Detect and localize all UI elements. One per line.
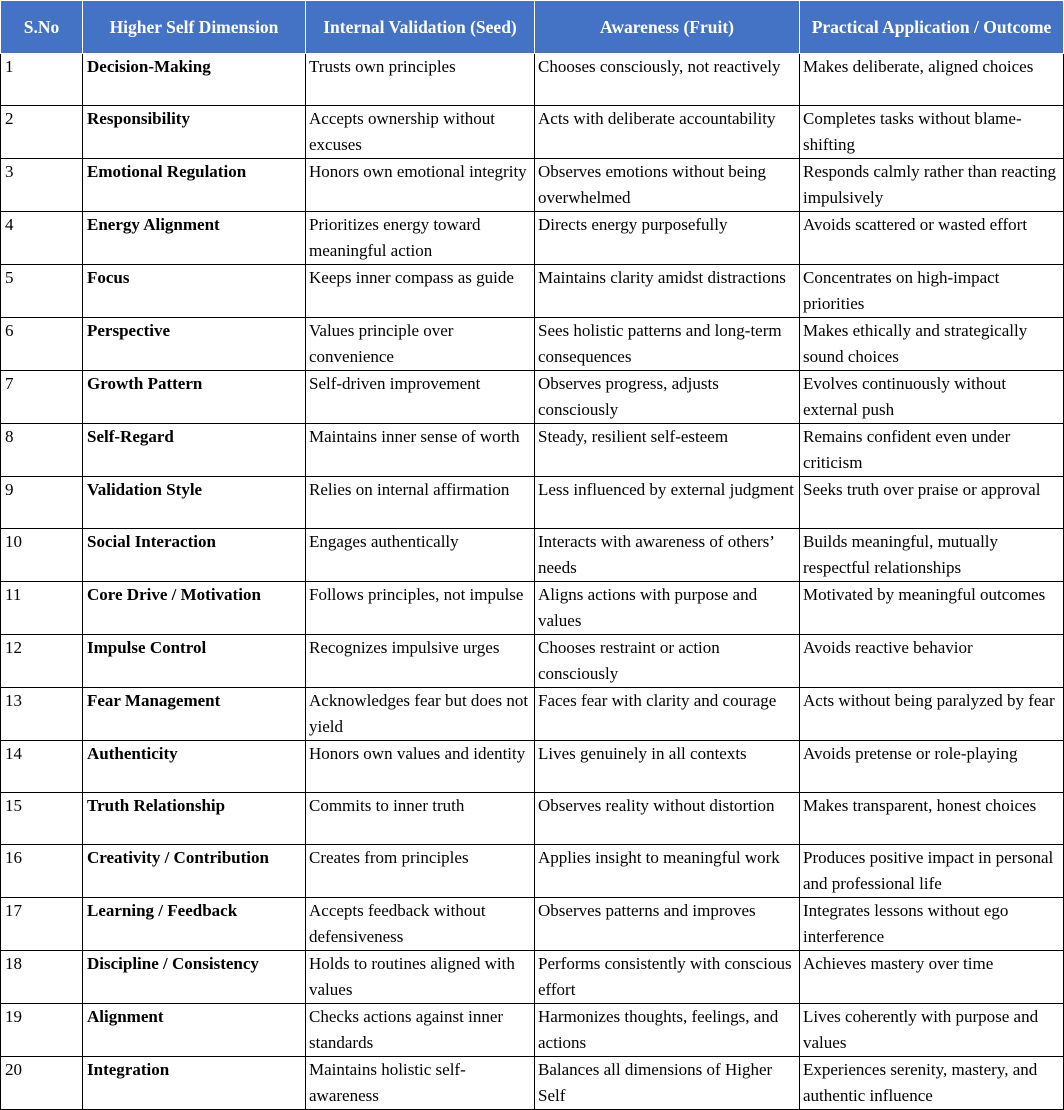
header-row xyxy=(1,1,1064,54)
table-row xyxy=(1,212,1064,265)
cell-fruit: Observes emotions without being overwhelmed xyxy=(535,159,800,212)
cell-sno: 18 xyxy=(1,951,83,1004)
cell-sno: 8 xyxy=(1,424,83,477)
cell-outcome: Avoids pretense or role-playing xyxy=(800,741,1064,793)
cell-outcome: Completes tasks without blame-shifting xyxy=(800,106,1064,159)
cell-fruit: Harmonizes thoughts, feelings, and actions xyxy=(535,1004,800,1057)
cell-sno: 17 xyxy=(1,898,83,951)
cell-fruit: Balances all dimensions of Higher Self xyxy=(535,1057,800,1110)
cell-fruit: Maintains clarity amidst distractions xyxy=(535,265,800,318)
cell-fruit: Faces fear with clarity and courage xyxy=(535,688,800,741)
header-seed: Internal Validation (Seed) xyxy=(306,1,535,54)
table-row xyxy=(1,265,1064,318)
cell-dimension: Growth Pattern xyxy=(83,371,306,424)
cell-dimension: Integration xyxy=(83,1057,306,1110)
header-sno: S.No xyxy=(1,1,83,54)
cell-seed: Holds to routines aligned with values xyxy=(306,951,535,1004)
cell-seed: Commits to inner truth xyxy=(306,793,535,845)
table-row xyxy=(1,371,1064,424)
cell-seed: Accepts ownership without excuses xyxy=(306,106,535,159)
table-row xyxy=(1,845,1064,898)
cell-fruit: Directs energy purposefully xyxy=(535,212,800,265)
cell-outcome: Evolves continuously without external push xyxy=(800,371,1064,424)
cell-dimension: Truth Relationship xyxy=(83,793,306,845)
cell-fruit: Sees holistic patterns and long-term consequences xyxy=(535,318,800,371)
cell-sno: 12 xyxy=(1,635,83,688)
cell-outcome: Makes ethically and strategically sound choices xyxy=(800,318,1064,371)
cell-fruit: Observes reality without distortion xyxy=(535,793,800,845)
table-row xyxy=(1,951,1064,1004)
cell-sno: 4 xyxy=(1,212,83,265)
cell-seed: Acknowledges fear but does not yield xyxy=(306,688,535,741)
table-row xyxy=(1,318,1064,371)
cell-sno: 9 xyxy=(1,477,83,529)
cell-dimension: Perspective xyxy=(83,318,306,371)
cell-sno: 11 xyxy=(1,582,83,635)
cell-seed: Honors own values and identity xyxy=(306,741,535,793)
cell-sno: 2 xyxy=(1,106,83,159)
table-row xyxy=(1,1004,1064,1057)
cell-seed: Keeps inner compass as guide xyxy=(306,265,535,318)
header-fruit: Awareness (Fruit) xyxy=(535,1,800,54)
table-row xyxy=(1,529,1064,582)
cell-dimension: Energy Alignment xyxy=(83,212,306,265)
table-row xyxy=(1,793,1064,845)
header-dimension: Higher Self Dimension xyxy=(83,1,306,54)
cell-outcome: Makes transparent, honest choices xyxy=(800,793,1064,845)
cell-sno: 14 xyxy=(1,741,83,793)
cell-sno: 7 xyxy=(1,371,83,424)
cell-sno: 1 xyxy=(1,54,83,106)
cell-seed: Maintains holistic self-awareness xyxy=(306,1057,535,1110)
cell-fruit: Steady, resilient self-esteem xyxy=(535,424,800,477)
table-row xyxy=(1,741,1064,793)
cell-outcome: Makes deliberate, aligned choices xyxy=(800,54,1064,106)
cell-outcome: Seeks truth over praise or approval xyxy=(800,477,1064,529)
cell-fruit: Observes patterns and improves xyxy=(535,898,800,951)
cell-sno: 20 xyxy=(1,1057,83,1110)
cell-outcome: Avoids reactive behavior xyxy=(800,635,1064,688)
cell-dimension: Learning / Feedback xyxy=(83,898,306,951)
cell-fruit: Lives genuinely in all contexts xyxy=(535,741,800,793)
table-row xyxy=(1,635,1064,688)
cell-seed: Prioritizes energy toward meaningful action xyxy=(306,212,535,265)
cell-dimension: Decision-Making xyxy=(83,54,306,106)
cell-outcome: Produces positive impact in personal and professional life xyxy=(800,845,1064,898)
cell-dimension: Authenticity xyxy=(83,741,306,793)
cell-outcome: Concentrates on high-impact priorities xyxy=(800,265,1064,318)
cell-dimension: Alignment xyxy=(83,1004,306,1057)
cell-dimension: Impulse Control xyxy=(83,635,306,688)
cell-sno: 19 xyxy=(1,1004,83,1057)
table-row xyxy=(1,582,1064,635)
cell-outcome: Lives coherently with purpose and values xyxy=(800,1004,1064,1057)
cell-outcome: Avoids scattered or wasted effort xyxy=(800,212,1064,265)
cell-outcome: Remains confident even under criticism xyxy=(800,424,1064,477)
cell-dimension: Focus xyxy=(83,265,306,318)
cell-outcome: Responds calmly rather than reacting impulsively xyxy=(800,159,1064,212)
table-row xyxy=(1,159,1064,212)
table-header xyxy=(1,1,1064,54)
cell-seed: Recognizes impulsive urges xyxy=(306,635,535,688)
cell-seed: Honors own emotional integrity xyxy=(306,159,535,212)
cell-fruit: Applies insight to meaningful work xyxy=(535,845,800,898)
cell-seed: Relies on internal affirmation xyxy=(306,477,535,529)
cell-seed: Checks actions against inner standards xyxy=(306,1004,535,1057)
cell-fruit: Chooses restraint or action consciously xyxy=(535,635,800,688)
header-outcome: Practical Application / Outcome xyxy=(800,1,1064,54)
cell-dimension: Social Interaction xyxy=(83,529,306,582)
cell-seed: Values principle over convenience xyxy=(306,318,535,371)
cell-sno: 15 xyxy=(1,793,83,845)
table-body xyxy=(1,54,1064,1110)
cell-seed: Engages authentically xyxy=(306,529,535,582)
cell-fruit: Interacts with awareness of others’ needs xyxy=(535,529,800,582)
table-row xyxy=(1,54,1064,106)
cell-seed: Creates from principles xyxy=(306,845,535,898)
cell-dimension: Self-Regard xyxy=(83,424,306,477)
cell-fruit: Observes progress, adjusts consciously xyxy=(535,371,800,424)
cell-outcome: Experiences serenity, mastery, and authentic influence xyxy=(800,1057,1064,1110)
cell-dimension: Discipline / Consistency xyxy=(83,951,306,1004)
cell-fruit: Aligns actions with purpose and values xyxy=(535,582,800,635)
cell-fruit: Less influenced by external judgment xyxy=(535,477,800,529)
cell-sno: 13 xyxy=(1,688,83,741)
cell-fruit: Performs consistently with conscious effort xyxy=(535,951,800,1004)
cell-sno: 6 xyxy=(1,318,83,371)
cell-fruit: Chooses consciously, not reactively xyxy=(535,54,800,106)
cell-dimension: Emotional Regulation xyxy=(83,159,306,212)
cell-seed: Follows principles, not impulse xyxy=(306,582,535,635)
cell-dimension: Core Drive / Motivation xyxy=(83,582,306,635)
cell-dimension: Responsibility xyxy=(83,106,306,159)
cell-fruit: Acts with deliberate accountability xyxy=(535,106,800,159)
cell-seed: Trusts own principles xyxy=(306,54,535,106)
cell-outcome: Builds meaningful, mutually respectful relationships xyxy=(800,529,1064,582)
table-row xyxy=(1,898,1064,951)
cell-dimension: Creativity / Contribution xyxy=(83,845,306,898)
cell-seed: Self-driven improvement xyxy=(306,371,535,424)
cell-sno: 16 xyxy=(1,845,83,898)
cell-sno: 5 xyxy=(1,265,83,318)
cell-dimension: Fear Management xyxy=(83,688,306,741)
cell-outcome: Acts without being paralyzed by fear xyxy=(800,688,1064,741)
cell-outcome: Motivated by meaningful outcomes xyxy=(800,582,1064,635)
cell-sno: 10 xyxy=(1,529,83,582)
cell-outcome: Achieves mastery over time xyxy=(800,951,1064,1004)
table-row xyxy=(1,424,1064,477)
table-row xyxy=(1,688,1064,741)
table-row xyxy=(1,106,1064,159)
cell-outcome: Integrates lessons without ego interference xyxy=(800,898,1064,951)
cell-seed: Accepts feedback without defensiveness xyxy=(306,898,535,951)
cell-sno: 3 xyxy=(1,159,83,212)
cell-dimension: Validation Style xyxy=(83,477,306,529)
cell-seed: Maintains inner sense of worth xyxy=(306,424,535,477)
table-row xyxy=(1,1057,1064,1110)
table-row xyxy=(1,477,1064,529)
